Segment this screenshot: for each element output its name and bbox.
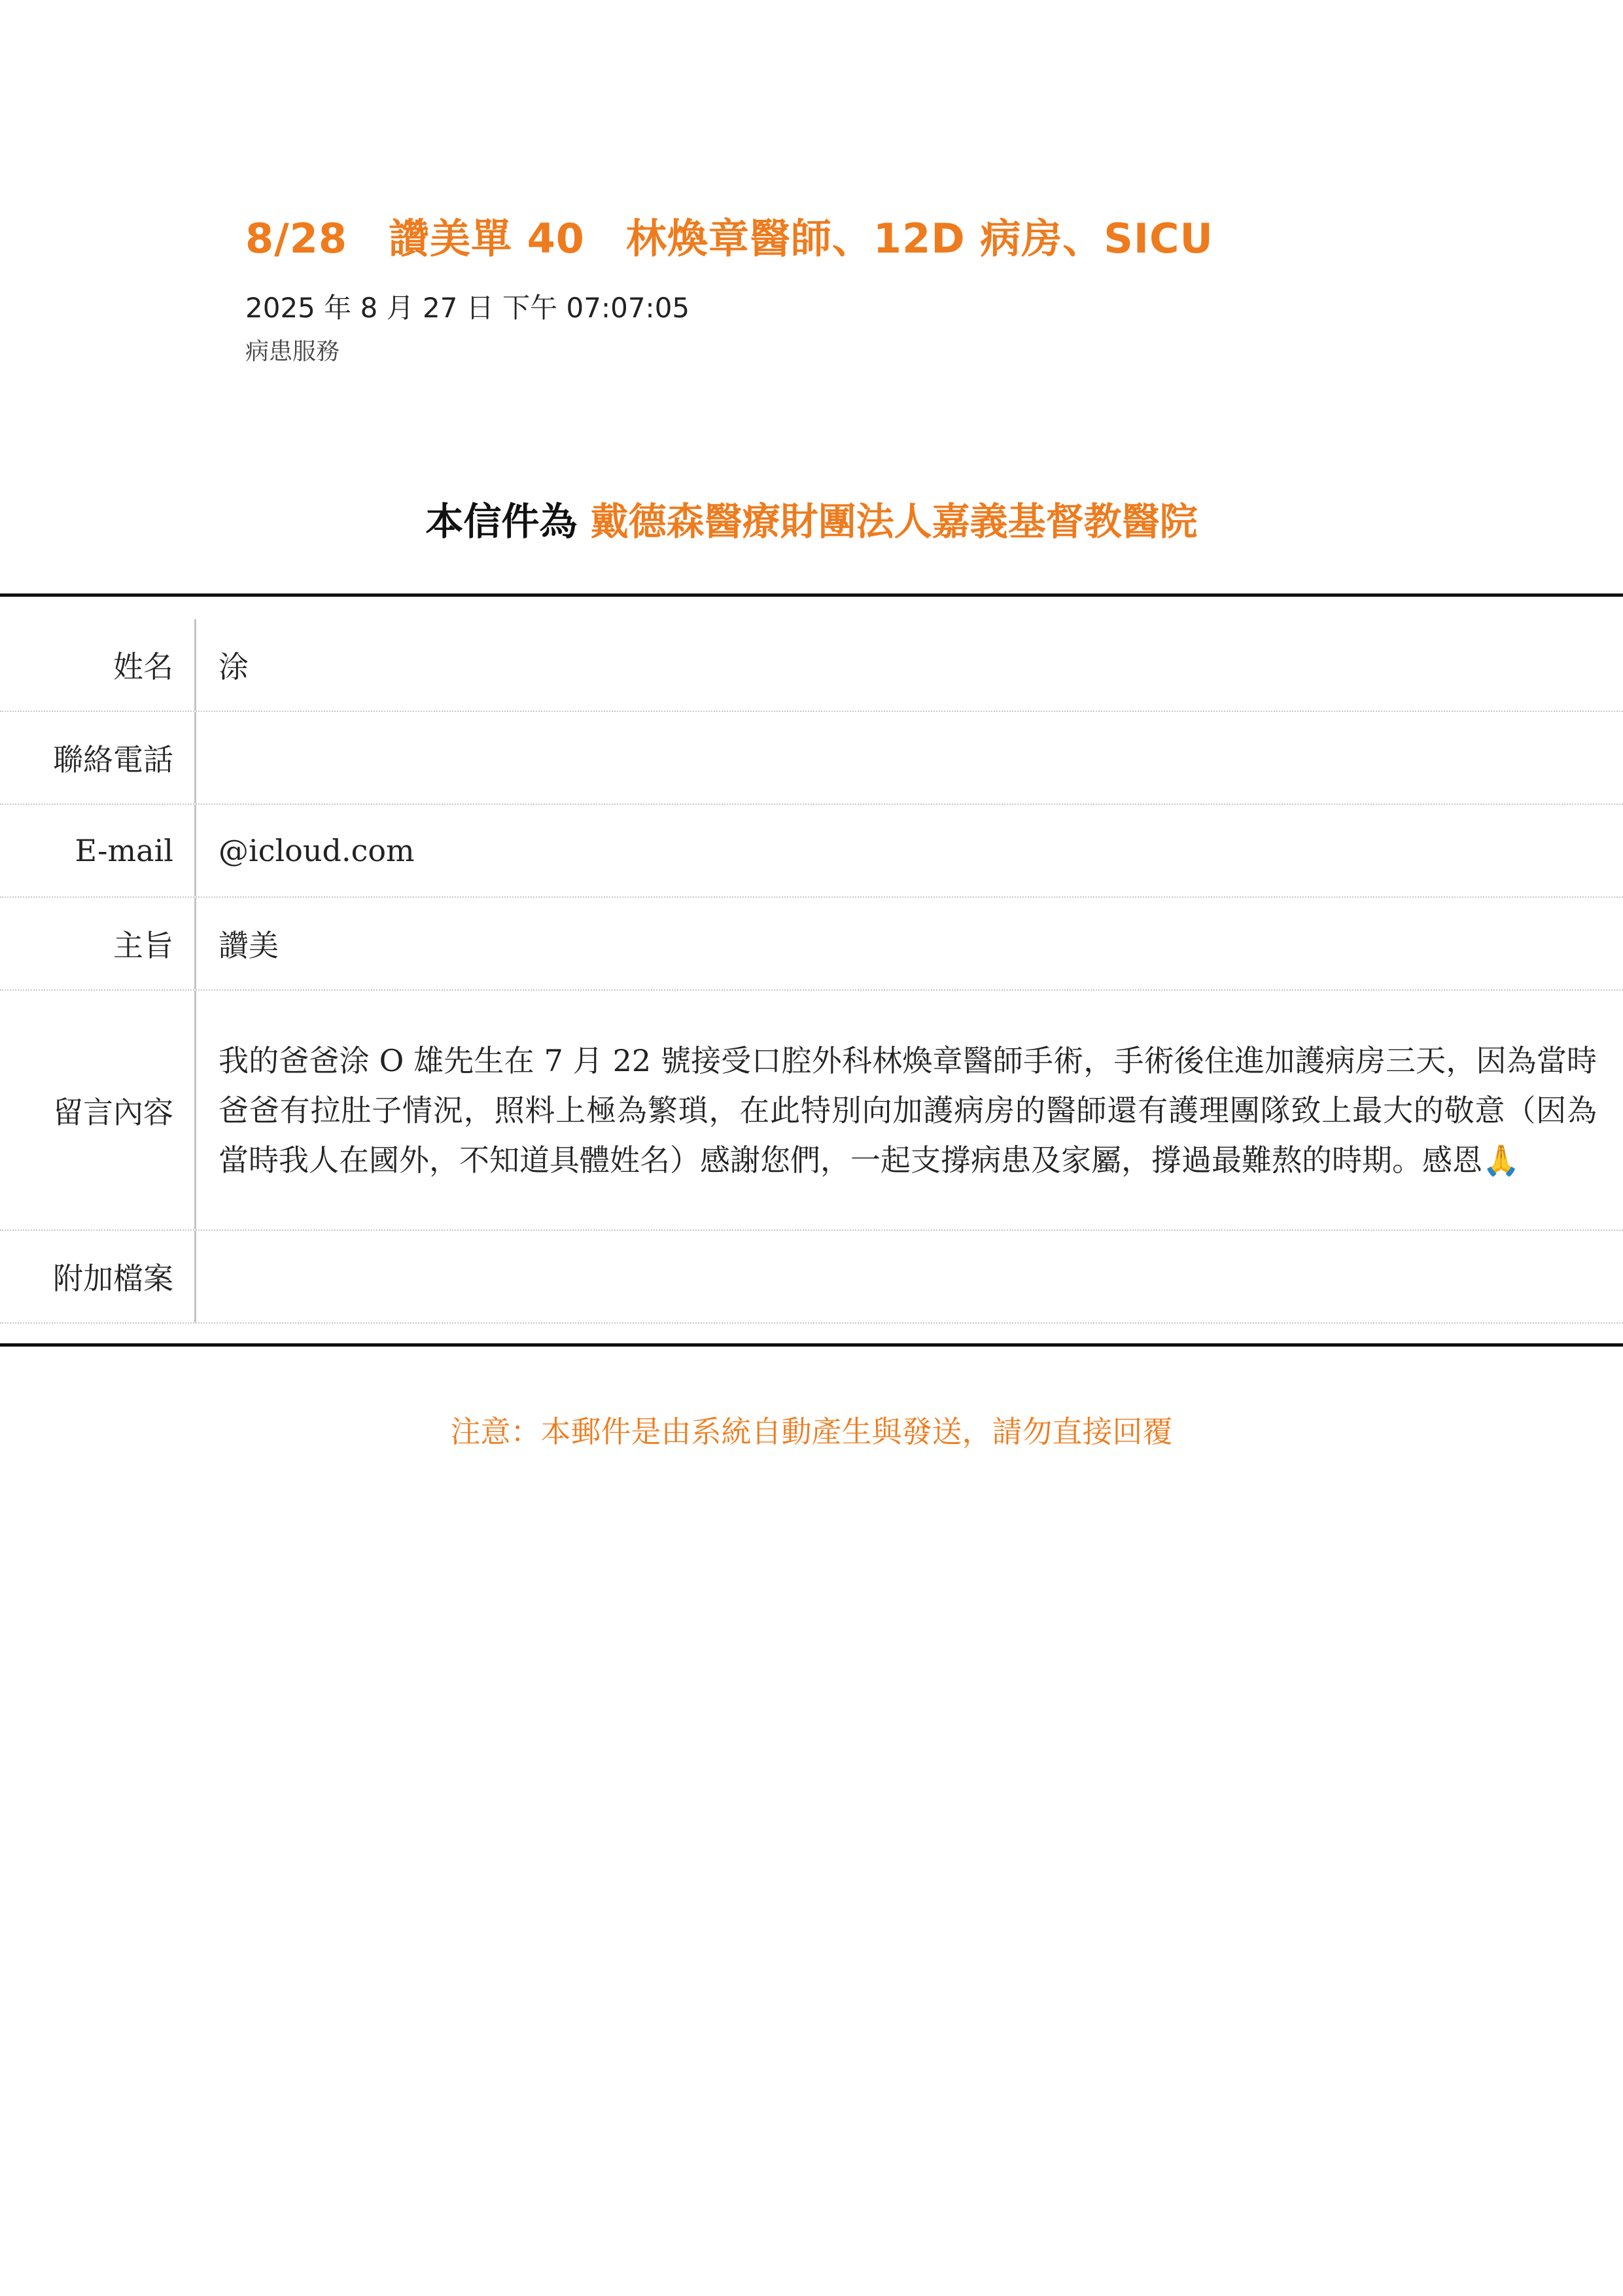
phone-value	[196, 712, 1623, 804]
name-value: 涂	[218, 649, 249, 684]
form-row-phone	[0, 712, 1623, 805]
form-row-attachment	[0, 1231, 1623, 1324]
name-label: 姓名	[0, 619, 196, 711]
feedback-form	[0, 593, 1623, 1347]
sender-organization: 戴德森醫療財團法人嘉義基督教醫院	[590, 499, 1198, 544]
message-text: 我的爸爸涂 O 雄先生在 7 月 22 號接受口腔外科林煥章醫師手術，手術後住進加護病房三天，因為當時爸爸有拉肚子情況，照料上極為繁瑣，在此特別向加護病房的醫師還有護理團隊致上最大的敬意（因為當時我人在國外，不知道具體姓名）感謝您們，一起支撐病患及家屬，撐過最難熬的時期。感恩🙏	[218, 1042, 1597, 1178]
form-row-email	[0, 805, 1623, 898]
subject-label: 主旨	[0, 898, 196, 989]
sender-notice-prefix: 本信件為	[425, 499, 591, 544]
email-category: 病患服務	[245, 338, 340, 365]
message-value	[196, 991, 1623, 1229]
email-value: @icloud.com	[218, 833, 415, 868]
email-datetime: 2025 年 8 月 27 日 下午 07:07:05	[245, 292, 690, 324]
email-header	[245, 213, 1488, 368]
subject-value: 讚美	[218, 928, 279, 963]
form-row-message	[0, 991, 1623, 1231]
phone-label: 聯絡電話	[0, 712, 196, 804]
email-label: E-mail	[0, 805, 196, 896]
form-row-name	[0, 619, 1623, 712]
attachment-label: 附加檔案	[0, 1231, 196, 1322]
attachment-value	[196, 1231, 1623, 1322]
form-row-subject	[0, 898, 1623, 991]
email-title: 8/28 讚美單 40 林煥章醫師、12D 病房、SICU	[245, 215, 1213, 262]
auto-reply-warning: 注意：本郵件是由系統自動產生與發送，請勿直接回覆	[450, 1414, 1173, 1449]
message-label: 留言內容	[0, 991, 196, 1229]
sender-notice	[0, 494, 1623, 549]
